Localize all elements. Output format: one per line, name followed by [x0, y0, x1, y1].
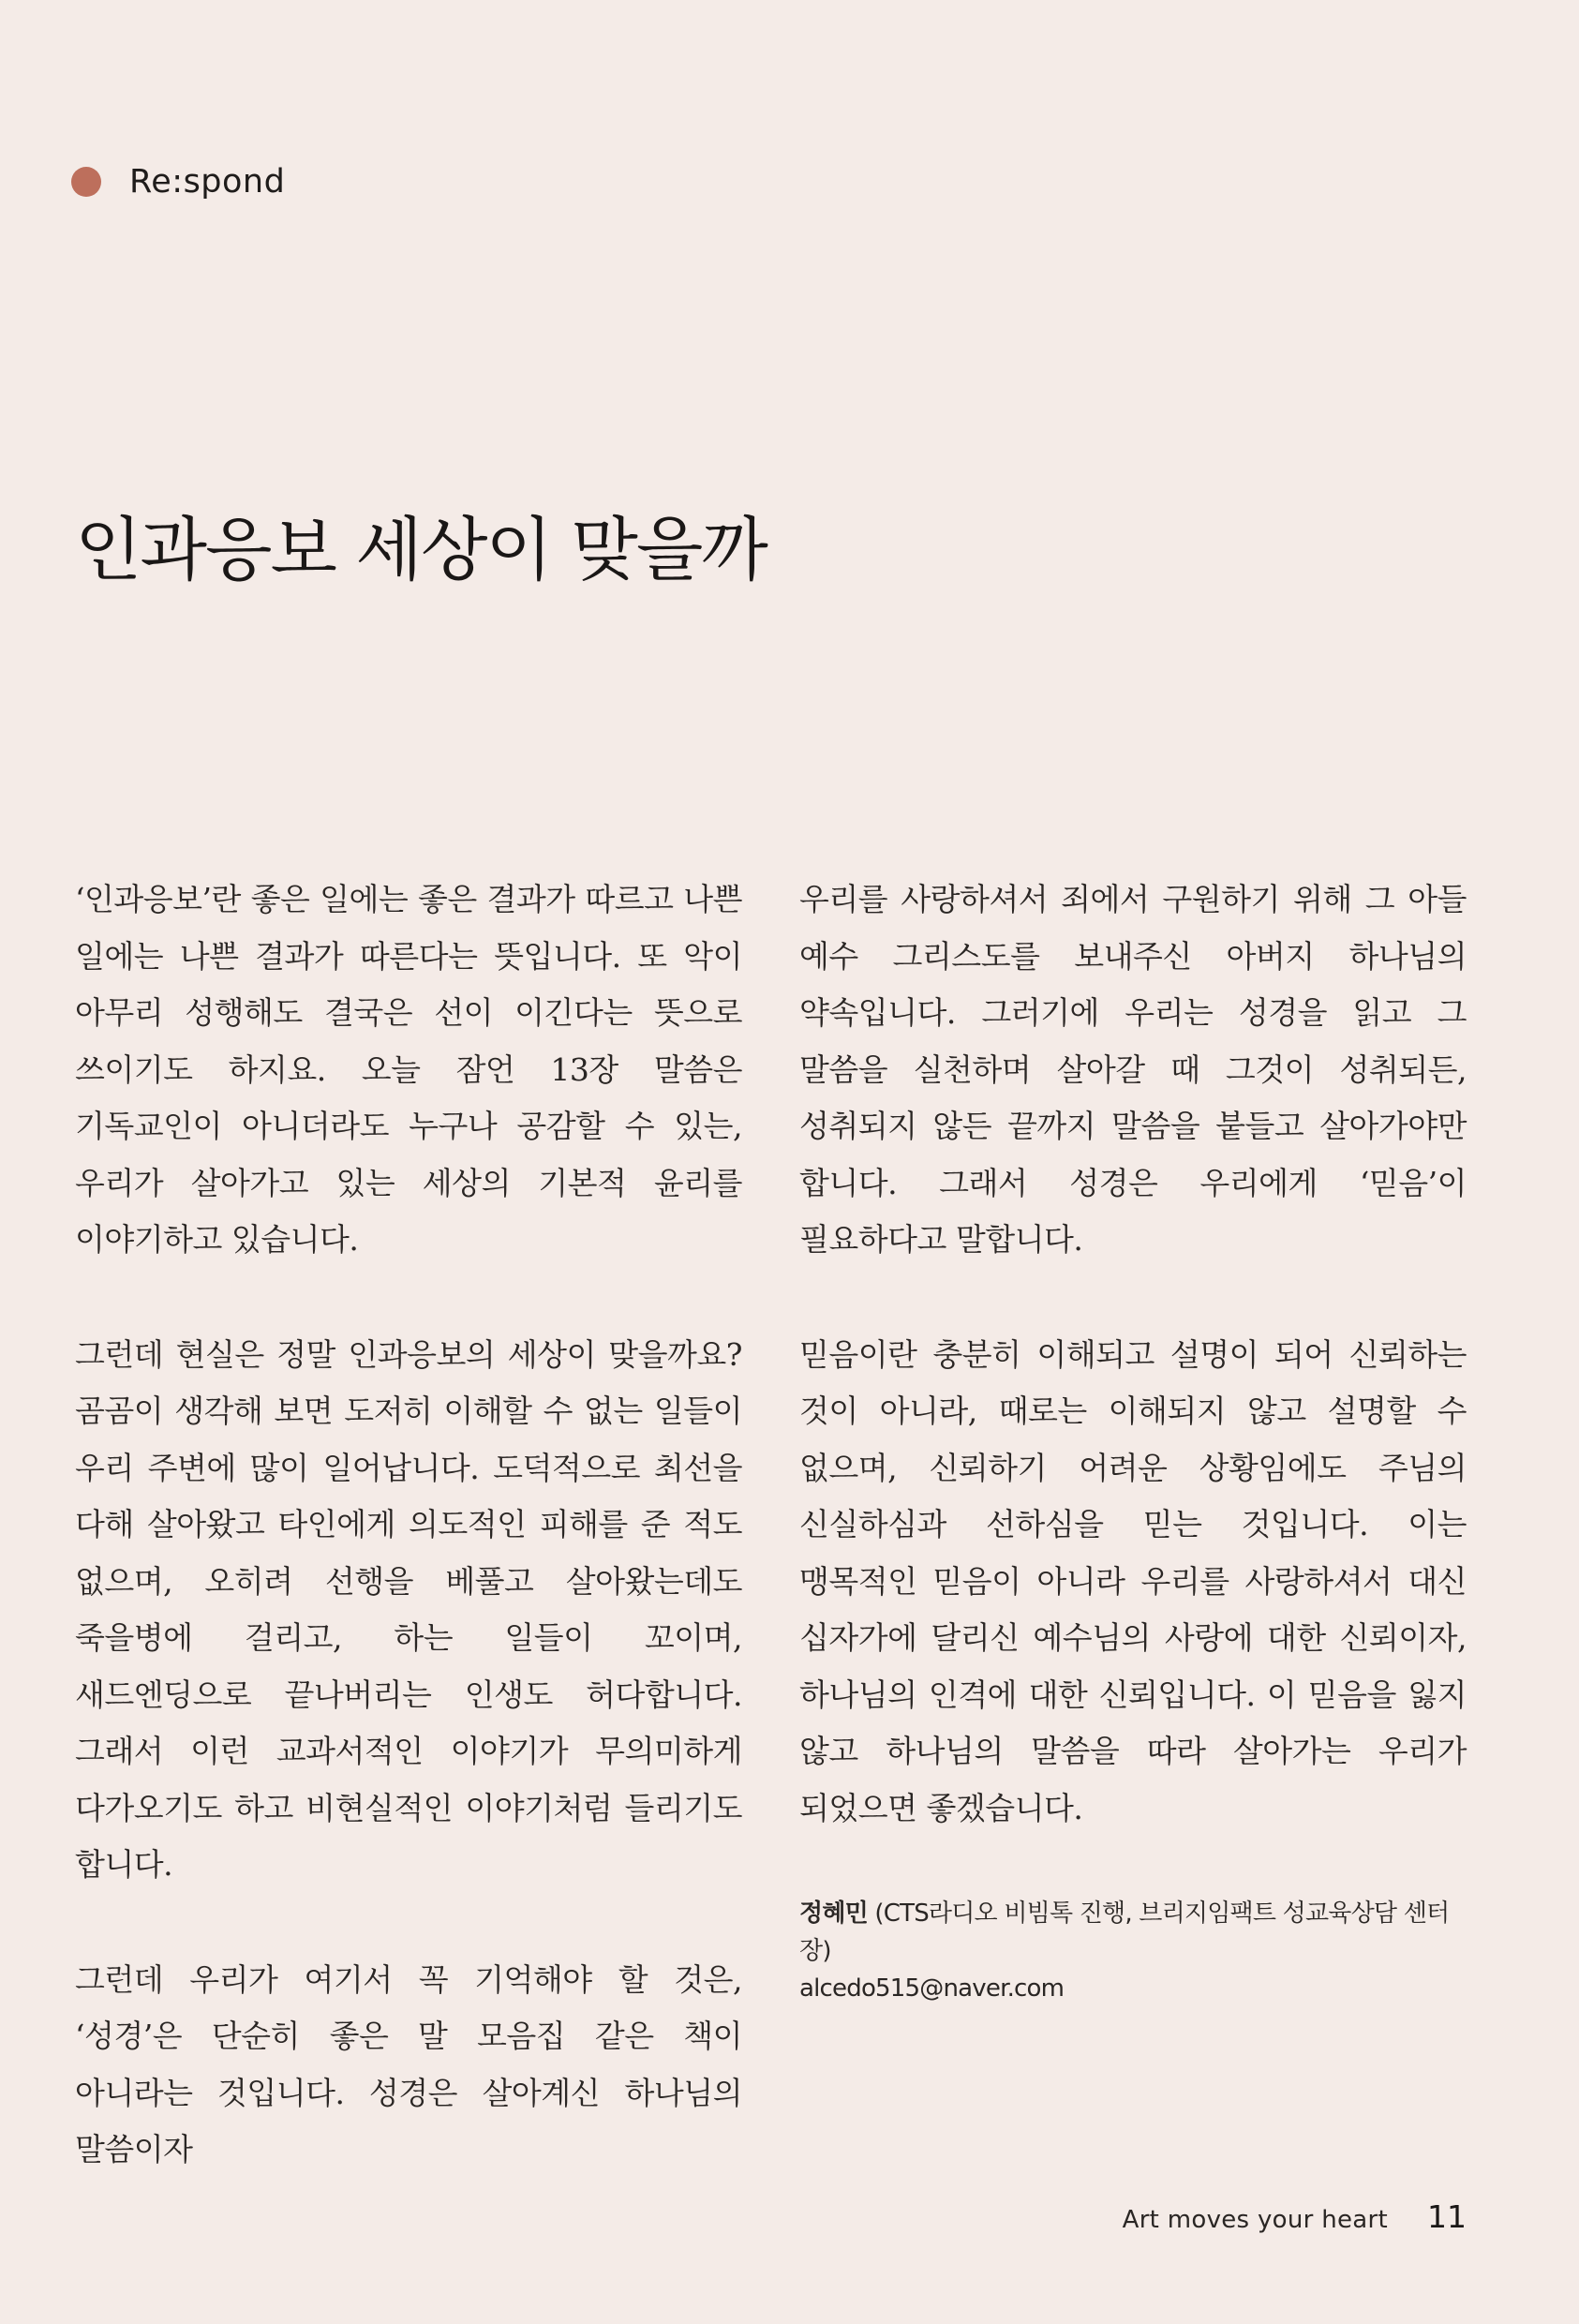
paragraph: 우리를 사랑하셔서 죄에서 구원하기 위해 그 아들 예수 그리스도를 보내주신 아버지 하나님의 약속입니다. 그러기에 우리는 성경을 읽고 그 말씀을 실천하며 살아갈 때 그것이 성취되든, 성취되지 않든 끝까지 말씀을 붙들고 살아가야만 합니다. 그래서 성경은 우리에게 ‘믿음’이 필요하다고 말합니다.	[799, 881, 1467, 1258]
page-number: 11	[1427, 2198, 1467, 2235]
page-footer	[1123, 2198, 1467, 2235]
right-column	[799, 872, 1467, 2007]
paragraph: ‘인과응보’란 좋은 일에는 좋은 결과가 따르고 나쁜 일에는 나쁜 결과가 따른다는 뜻입니다. 또 악이 아무리 성행해도 결국은 선이 이긴다는 뜻으로 쓰이기도 하지요. 오늘 잠언 13장 말씀은 기독교인이 아니더라도 누구나 공감할 수 있는, 우리가 살아가고 있는 세상의 기본적 윤리를 이야기하고 있습니다.	[75, 881, 742, 1258]
paragraph: 믿음이란 충분히 이해되고 설명이 되어 신뢰하는 것이 아니라, 때로는 이해되지 않고 설명할 수 없으며, 신뢰하기 어려운 상황임에도 주님의 신실하심과 선하심을 믿는 것입니다. 이는 맹목적인 믿음이 아니라 우리를 사랑하셔서 대신 십자가에 달리신 예수님의 사랑에 대한 신뢰이자, 하나님의 인격에 대한 신뢰입니다. 이 믿음을 잃지 않고 하나님의 말씀을 따라 살아가는 우리가 되었으면 좋겠습니다.	[799, 1335, 1467, 1826]
article-title: 인과응보 세상이 맞을까	[75, 510, 767, 590]
author-name: 정혜민	[799, 1899, 868, 1928]
left-column	[75, 872, 742, 2237]
section-tag	[71, 163, 285, 201]
paragraph: 그런데 현실은 정말 인과응보의 세상이 맞을까요? 곰곰이 생각해 보면 도저히 이해할 수 없는 일들이 우리 주변에 많이 일어납니다. 도덕적으로 최선을 다해 살아왔고 타인에게 의도적인 피해를 준 적도 없으며, 오히려 선행을 베풀고 살아왔는데도 죽을병에 걸리고, 하는 일들이 꼬이며, 새드엔딩으로 끝나버리는 인생도 허다합니다. 그래서 이런 교과서적인 이야기가 무의미하게 다가오기도 하고 비현실적인 이야기처럼 들리기도 합니다.	[75, 1335, 742, 1883]
section-label: Re:spond	[129, 163, 286, 201]
author-line	[799, 1895, 1467, 1970]
footer-tagline: Art moves your heart	[1122, 2206, 1388, 2234]
paragraph: 그런데 우리가 여기서 꼭 기억해야 할 것은, ‘성경’은 단순히 좋은 말 모음집 같은 책이 아니라는 것입니다. 성경은 살아계신 하나님의 말씀이자	[75, 1960, 742, 2168]
author-email: alcedo515@naver.com	[799, 1974, 1065, 2003]
author-role: (CTS라디오 비빔톡 진행, 브리지임팩트 성교육상담 센터장)	[799, 1899, 1450, 1965]
section-bullet-icon	[71, 167, 101, 197]
author-credit	[799, 1895, 1467, 2007]
